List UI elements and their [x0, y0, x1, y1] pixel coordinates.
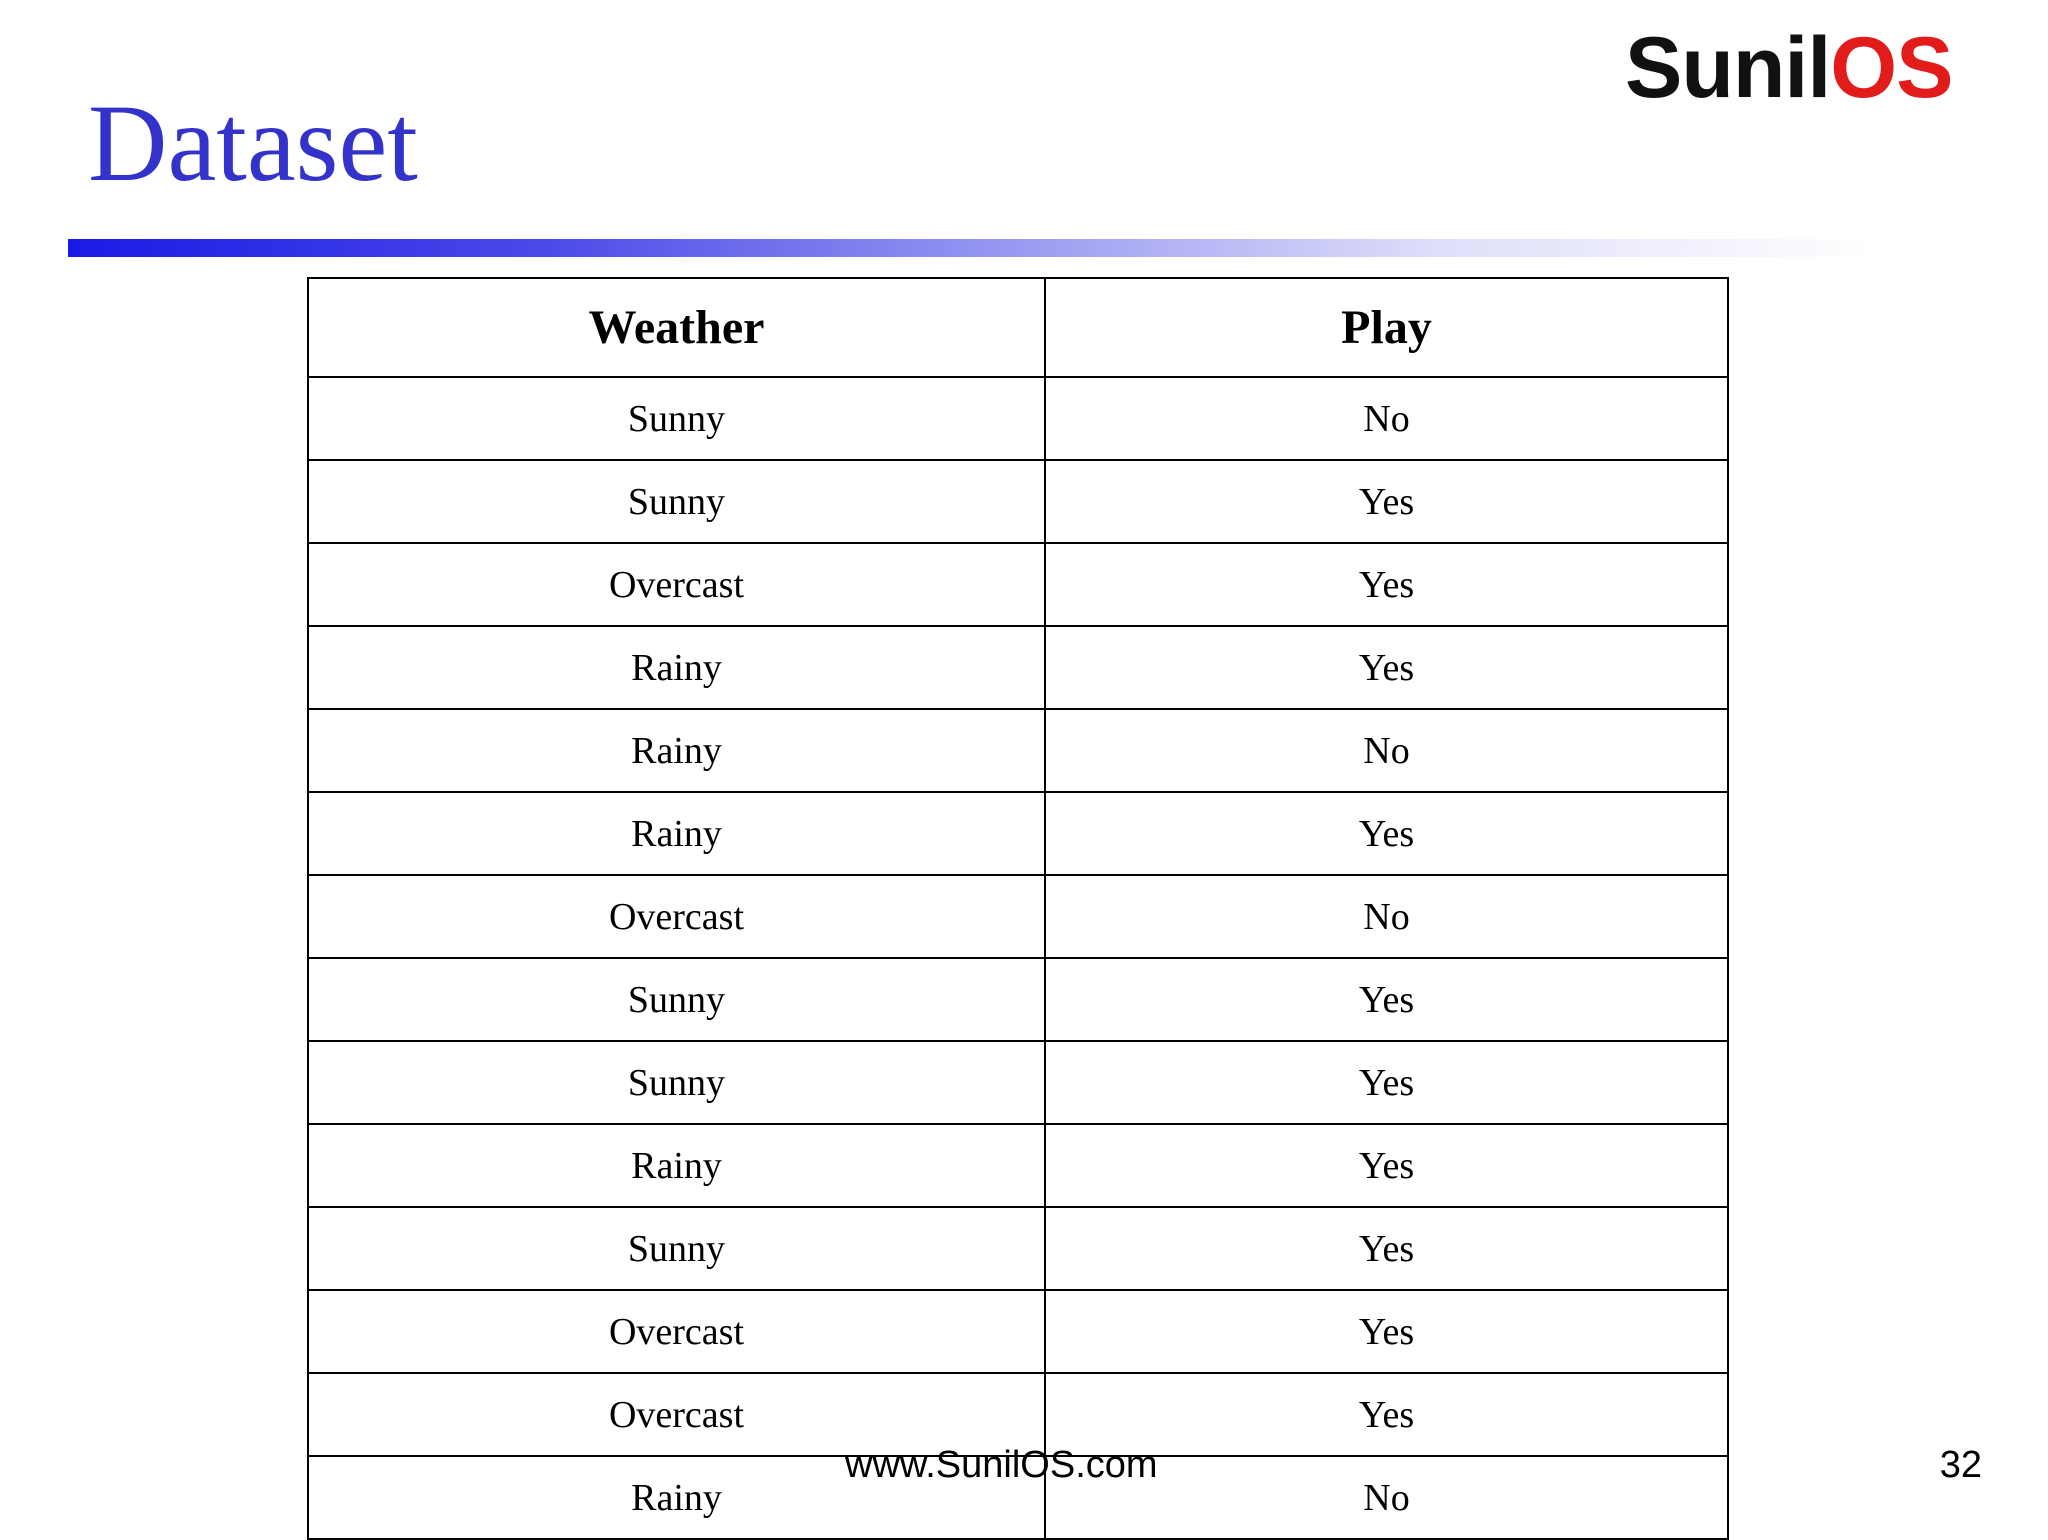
cell-play: Yes — [1045, 460, 1728, 543]
cell-play: No — [1045, 1456, 1728, 1539]
cell-play: Yes — [1045, 792, 1728, 875]
cell-weather: Rainy — [308, 1124, 1045, 1207]
cell-weather: Sunny — [308, 1041, 1045, 1124]
table-row — [308, 875, 1728, 958]
cell-weather: Sunny — [308, 377, 1045, 460]
cell-play: Yes — [1045, 1207, 1728, 1290]
slide-title: Dataset — [88, 82, 418, 204]
sunilos-logo — [1625, 20, 1953, 116]
table-row — [308, 377, 1728, 460]
cell-weather: Overcast — [308, 875, 1045, 958]
table-row — [308, 792, 1728, 875]
page-number: 32 — [1939, 1444, 1982, 1486]
cell-play: No — [1045, 709, 1728, 792]
table-header-row — [308, 278, 1728, 377]
cell-play: Yes — [1045, 1124, 1728, 1207]
title-gradient-rule — [68, 239, 1968, 257]
table-row — [308, 626, 1728, 709]
cell-weather: Rainy — [308, 792, 1045, 875]
cell-weather: Rainy — [308, 626, 1045, 709]
cell-play: Yes — [1045, 958, 1728, 1041]
cell-play: Yes — [1045, 1373, 1728, 1456]
cell-play: Yes — [1045, 543, 1728, 626]
table-row — [308, 1290, 1728, 1373]
table-row — [308, 543, 1728, 626]
dataset-table — [307, 277, 1729, 1540]
cell-play: Yes — [1045, 626, 1728, 709]
column-header-weather: Weather — [308, 278, 1045, 377]
cell-weather: Overcast — [308, 543, 1045, 626]
cell-weather: Sunny — [308, 460, 1045, 543]
footer-url: www.SunilOS.com — [845, 1444, 1158, 1486]
table-row — [308, 1207, 1728, 1290]
cell-weather: Overcast — [308, 1373, 1045, 1456]
column-header-play: Play — [1045, 278, 1728, 377]
table-row — [308, 1124, 1728, 1207]
cell-play: Yes — [1045, 1041, 1728, 1124]
logo-text-os: OS — [1830, 20, 1953, 116]
table-row — [308, 1041, 1728, 1124]
cell-weather: Sunny — [308, 958, 1045, 1041]
logo-text-sunil: Sunil — [1625, 20, 1831, 116]
cell-weather: Overcast — [308, 1290, 1045, 1373]
table-row — [308, 709, 1728, 792]
table-row — [308, 460, 1728, 543]
cell-weather: Rainy — [308, 709, 1045, 792]
cell-play: No — [1045, 875, 1728, 958]
cell-weather: Rainy — [308, 1456, 1045, 1539]
cell-play: No — [1045, 377, 1728, 460]
cell-weather: Sunny — [308, 1207, 1045, 1290]
table-row — [308, 958, 1728, 1041]
cell-play: Yes — [1045, 1290, 1728, 1373]
